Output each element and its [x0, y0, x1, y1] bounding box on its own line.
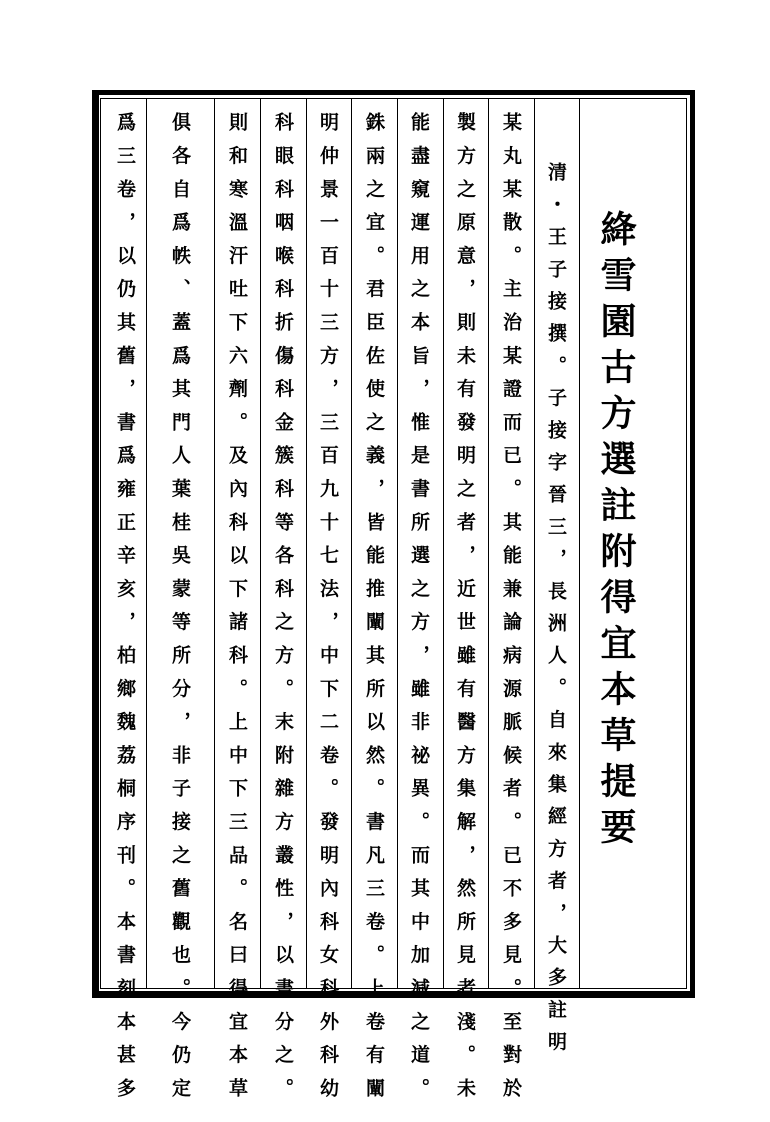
column-divider [534, 98, 535, 989]
text-column-10: 爲三卷，以仍其舊，書爲雍正辛亥，柏鄉魏荔桐序刊。本書刻本甚多 [114, 112, 136, 1111]
text-column-2: 某丸某散。主治某證而已。其能兼論病源脈候者。已不多見。至對於 [500, 112, 522, 1111]
text-column-9: 俱各自爲帙、蓋爲其門人葉桂吳蒙等所分，非子接之舊觀也。今仍定 [169, 112, 191, 1111]
document-title: 絳雪園古方選註附得宜本草提要 [595, 210, 637, 854]
column-divider [260, 98, 261, 989]
text-column-1: 清・王子接撰。子接字晉三，長洲人。自來集經方者，大多註明 [545, 162, 567, 1064]
column-divider [488, 98, 489, 989]
column-divider [351, 98, 352, 989]
text-column-3: 製方之原意，則未有發明之者，近世雖有醫方集解，然所見者淺。未 [454, 112, 476, 1111]
column-divider [146, 98, 147, 989]
text-column-5: 銖兩之宜。君臣佐使之義，皆能推闡其所以然。書凡三卷。上卷有闡 [363, 112, 385, 1111]
column-divider [306, 98, 307, 989]
column-divider [579, 98, 580, 989]
column-divider [443, 98, 444, 989]
text-column-6: 明仲景一百十三方，三百九十七法，中下二卷。發明內科女科外科幼 [317, 112, 339, 1111]
column-divider [397, 98, 398, 989]
text-column-4: 能盡窺運用之本旨，惟是書所選之方，雖非祕異。而其中加減之道。 [408, 112, 430, 1111]
text-column-8: 則和寒溫汗吐下六劑。及內科以下諸科。上中下三品。名曰得宜本草 [226, 112, 248, 1111]
text-column-7: 科眼科咽喉科折傷科金簇科等各科之方。末附雜方叢性，以書分之。 [272, 112, 294, 1111]
column-divider [214, 98, 215, 989]
